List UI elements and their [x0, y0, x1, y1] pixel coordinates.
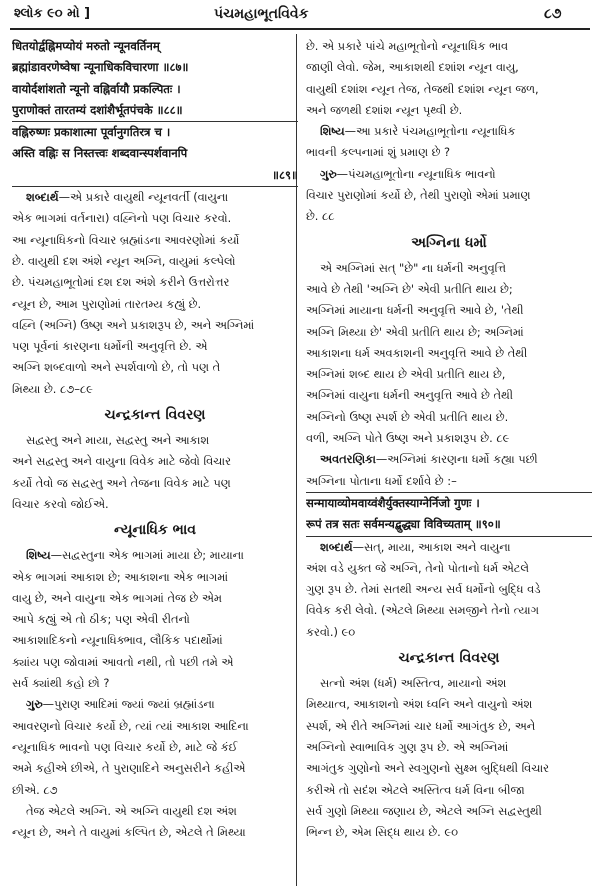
paragraph-line: અંશ વડે યુક્ત જે અગ્નિ, તેનો પોતાનો ધર્મ એટલે — [306, 560, 530, 575]
paragraph-line: છે. પંચમહાભૂતોમાં દશ દશ અંશે કરીને ઉત્તરોત્તર — [12, 275, 230, 290]
paragraph-line: આપે કહ્યું એ તો ઠીક; પણ એવી રીતનો — [12, 612, 190, 627]
verse-line: ब्रह्मांडावरणेष्वेषा न्यूनाधिकविचारणा ॥८७॥ — [12, 60, 189, 75]
verse-90 — [306, 493, 592, 536]
shishya-question — [12, 545, 298, 694]
paragraph-line: વહ્નિ (અગ્નિ) ઉષ્ણ અને પ્રકાશરૂપ છે, અને અગ્નિમાં — [12, 317, 255, 332]
continued-paragraph — [306, 36, 592, 121]
avatarnika-label: અવતરણિકા — [320, 452, 376, 467]
verse-line: सन्मायाव्योमवाय्वंशैर्युक्तस्याग्नेर्निजो गुणः । — [306, 495, 480, 510]
paragraph-line: અગ્નિમાં માયાના ધર્મની અનુવૃત્તિ આવે છે, 'તેથી — [306, 303, 524, 318]
closing-paragraph — [12, 801, 298, 844]
paragraph-line: સદ્વસ્તુ અને માયા, સદ્વસ્તુ અને આકાશ — [26, 433, 210, 448]
paragraph-line: આકાશના ધર્મ અવકાશની અનુવૃત્તિ આવે છે તેથી — [306, 345, 528, 360]
verse-89 — [12, 122, 298, 186]
guru-answer — [12, 694, 298, 800]
verse-line: धितयोर्द्वह्निमप्योयं मरुतो न्यूनवर्तिनम् — [12, 39, 160, 53]
paragraph-line: સ્પર્શ, એ રીતે અગ્નિમાં ચાર ધર્મો આગંતુક છે, અને — [306, 718, 536, 733]
paragraph-line: અને સદ્વસ્તુ અને વાયુના વિવેક માટે જેવો વિચાર — [12, 454, 231, 469]
paragraph-line: ન્યૂન છે, આમ પુરાણોમાં તારતમ્ય કહ્યું છે. — [12, 296, 202, 311]
paragraph-line: વાયુથી દશાંશ ન્યૂન તેજ, તેજથી દશાંશ ન્યૂન જળ, — [306, 81, 539, 96]
paragraph-line: અવતરણિકા—અગ્નિમાં કારણના ધર્મો કહ્યા પછી — [320, 452, 538, 467]
paragraph-line: ક્યાંય પણ જોવામાં આવતો નથી, તો પછી તમે એ — [12, 654, 234, 669]
paragraph-line: જાણી લેવો. જેમ, આકાશથી દશાંશ ન્યૂન વાયુ, — [306, 60, 519, 75]
paragraph-line: ગુરુ—પુરાણ આદિમાં જ્યાં જ્યાં બ્રહ્માંડના — [26, 697, 215, 712]
paragraph-line: છે. એ પ્રકારે પાંચે મહાભૂતોનો ન્યૂનાધિક ભાવ — [306, 39, 509, 53]
verse-line: ॥८९॥ — [272, 167, 298, 182]
paragraph-line: વિવેક કરી લેવો. (એટલે મિથ્યા સમજીને તેનો ત્યાગ — [306, 603, 539, 618]
guru-label: ગુરુ — [26, 697, 43, 712]
paragraph-line: અગ્નિના પોતાના ધર્મો દર્શાવે છે :– — [306, 473, 457, 488]
paragraph-line: અમે કહીએ છીએ, તે પુરાણાદિને અનુસરીને કહીએ — [12, 761, 246, 776]
verse-line: पुराणोक्तं तारतम्यं दशांशैर्भूतपंचके ॥८८॥ — [12, 102, 183, 117]
commentary-heading: ચન્દ્રકાન્ત વિવરણ — [104, 407, 206, 424]
word-meaning-block — [12, 187, 298, 400]
paragraph-line: અગ્નિ મિથ્યા છે' એવી પ્રતીતિ થાય છે; અગ્નિમાં — [306, 324, 524, 339]
paragraph-line: મિથ્યાત્વ, આકાશનો અંશ ધ્વનિ અને વાયુનો અંશ — [306, 697, 533, 712]
verse-line: रूपं तत्र सतः सर्वमन्यद्बुद्ध्या विविच्यताम् ॥९०॥ — [306, 517, 501, 532]
commentary-heading: ચન્દ્રકાન્ત વિવરણ — [398, 650, 500, 667]
paragraph-line: અગ્નિ શબ્દવાળો અને સ્પર્શવાળો છે, તો પણ તે — [12, 360, 221, 375]
paragraph-line: એ અગ્નિમાં સત્ "છે" ના ધર્મની અનુવૃત્તિ — [320, 260, 506, 275]
paragraph-line: શિષ્ય—આ પ્રકારે પંચમહાભૂતોના ન્યૂનાધિક — [320, 124, 516, 139]
paragraph-line: મિથ્યા છે. ૮૭–૮૯ — [12, 381, 93, 396]
commentary-block — [306, 673, 592, 843]
paragraph-line: અને જળથી દશાંશ ન્યૂન પૃથ્વી છે. — [306, 102, 463, 117]
agni-dharma-heading: અગ્નિના ધર્મો — [411, 234, 487, 251]
page-header — [0, 0, 600, 30]
paragraph-line: અગ્નિનો ઉષ્ણ સ્પર્શ છે એવી પ્રતીતિ થાય છે. — [306, 409, 509, 424]
paragraph-line: ગુણ રૂપ છે. તેમાં સતથી અન્ય સર્વ ધર્મોનો બુદ્ધિ વડે — [306, 582, 541, 597]
verse-line: वह्निरुष्णः प्रकाशात्मा पूर्वानुगतिरत्र च । — [12, 125, 171, 140]
paragraph-line: સત્નો અંશ (ધર્મ) અસ્તિત્વ, માયાનો અંશ — [320, 676, 507, 691]
paragraph-line: આવરણનો વિચાર કર્યો છે, ત્યાં ત્યાં આકાશ આદિના — [12, 718, 249, 733]
paragraph-line: વિચાર પુરાણોમાં કર્યો છે, તેથી પુરાણો એમાં પ્રમાણ — [306, 188, 531, 203]
paragraph-line: છીએ. ૮૭ — [12, 782, 58, 797]
paragraph-line: શબ્દાર્થ—સત્, માયા, આકાશ અને વાયુના — [320, 539, 511, 554]
paragraph-line: ભિન્ન છે, એમ સિદ્ધ થાય છે. ૯૦ — [306, 825, 458, 840]
paragraph-line: વળી, અગ્નિ પોતે ઉષ્ણ અને પ્રકાશરૂપ છે. ૮૯ — [306, 431, 510, 446]
paragraph-line: સર્વ ક્યાંથી કહો છો ? — [12, 676, 110, 691]
meaning-label: શબ્દાર્થ — [26, 190, 59, 205]
paragraph-line: આવે છે તેથી 'અગ્નિ છે' એવી પ્રતીતિ થાય છે; — [306, 281, 513, 296]
verse-line: वायोर्दशांशतो न्यूनो वह्निर्वायौ प्रकल्पितः । — [12, 81, 181, 96]
header-rule — [10, 28, 590, 30]
book-title: પંચમહાભૂતવિવેક — [214, 6, 309, 22]
subheading: ન્યૂનાધિક ભાવ — [113, 522, 196, 539]
paragraph-line: પણ પૂર્વનાં કારણના ધર્મોની અનુવૃત્તિ છે. એ — [12, 339, 208, 354]
paragraph-line: અગ્નિનો સ્વાભાવિક ગુણ રૂપ છે. એ અગ્નિમાં — [306, 739, 509, 754]
shishya-question — [306, 121, 592, 164]
guru-answer — [306, 164, 592, 228]
paragraph-line: ન્યૂન છે, અને તે વાયુમાં કલ્પિત છે, એટલે તે મિથ્યા — [12, 825, 246, 840]
paragraph-line: શિષ્ય—સદ્વસ્તુના એક ભાગમાં માયા છે; માયાના — [26, 548, 244, 563]
shishya-label: શિષ્ય — [320, 124, 345, 139]
shloka-reference: શ્લોક ૯૦ મો ] — [14, 6, 91, 21]
paragraph-line: શબ્દાર્થ—એ પ્રકારે વાયુથી ન્યૂનવર્તી (વાયુના — [26, 190, 229, 205]
paragraph-line: સર્વ ગુણો મિથ્યા જણાય છે, એટલે અગ્નિ સદ્વસ્તુથી — [306, 803, 542, 818]
avatarnika-block — [306, 449, 592, 492]
word-meaning-block — [306, 537, 592, 643]
paragraph-line: અગ્નિમાં વાયુના ધર્મની અનુવૃત્તિ આવે છે તેથી — [306, 388, 514, 403]
paragraph-line: કરીએ તો સદંશ એટલે અસ્તિત્વ ધર્મ વિના બીજા — [306, 782, 525, 797]
paragraph-line: એક ભાગમાં આકાશ છે; આકાશના એક ભાગમાં — [12, 569, 229, 584]
paragraph-line: છે. વાયુથી દશ અંશે ન્યૂન અગ્નિ, વાયુમાં કલ્પેલો — [12, 253, 236, 268]
paragraph-line: છે. ૮૮ — [306, 209, 335, 224]
paragraph-line: અગ્નિમાં શબ્દ થાય છે એવી પ્રતીતિ થાય છે, — [306, 367, 506, 382]
paragraph-line: ન્યૂનાધિક ભાવનો પણ વિચાર કર્યો છે, માટે જે કંઈ — [12, 739, 238, 754]
paragraph-line: તેજ એટલે અગ્નિ. એ અગ્નિ વાયુથી દશ અંશ — [26, 803, 237, 818]
page-number: ૮૭ — [544, 6, 562, 22]
verse-88 — [12, 36, 298, 121]
paragraph-line: આગંતુક ગુણોનો અને સ્વગુણનો સુક્ષ્મ બુદ્ધિથી વિચાર — [306, 761, 550, 776]
verse-line: अस्ति वह्निः स निस्तत्त्वः शब्दवान्स्पर्शवानपि — [12, 146, 188, 161]
paragraph-line: કરવો.) ૯૦ — [306, 624, 356, 639]
paragraph-line: વિચાર કરવો જોઈએ. — [12, 496, 109, 511]
paragraph-line: આકાશાદિકનો ન્યૂનાધિક્ભાવ, લૌકિક પદાર્થોમાં — [12, 633, 223, 648]
left-column — [12, 36, 298, 886]
paragraph-line: એક ભાગમાં વર્તનારા) વહ્નિનો પણ વિચાર કરવો. — [12, 211, 232, 226]
shishya-label: શિષ્ય — [26, 548, 51, 563]
paragraph-line: વાયુ છે, અને વાયુના એક ભાગમાં તેજ છે એમ — [12, 590, 222, 605]
commentary-block — [12, 430, 298, 515]
paragraph-line: ગુરુ—પંચમહાભૂતોના ન્યૂનાધિક ભાવનો — [320, 166, 496, 181]
right-column — [306, 36, 592, 886]
paragraph-line: આ ન્યૂનાધિકનો વિચાર બ્રહ્માંડના આવરણોમાં કર્યો — [12, 232, 240, 247]
paragraph-line: કર્યો તેવો જ સદ્વસ્તુ અને તેજના વિવેક માટે પણ — [12, 475, 231, 490]
meaning-label: શબ્દાર્થ — [320, 539, 353, 554]
agni-dharma-block — [306, 258, 592, 450]
paragraph-line: ભાવની કલ્પનામાં શું પ્રમાણ છે ? — [306, 145, 451, 160]
guru-label: ગુરુ — [320, 166, 337, 181]
